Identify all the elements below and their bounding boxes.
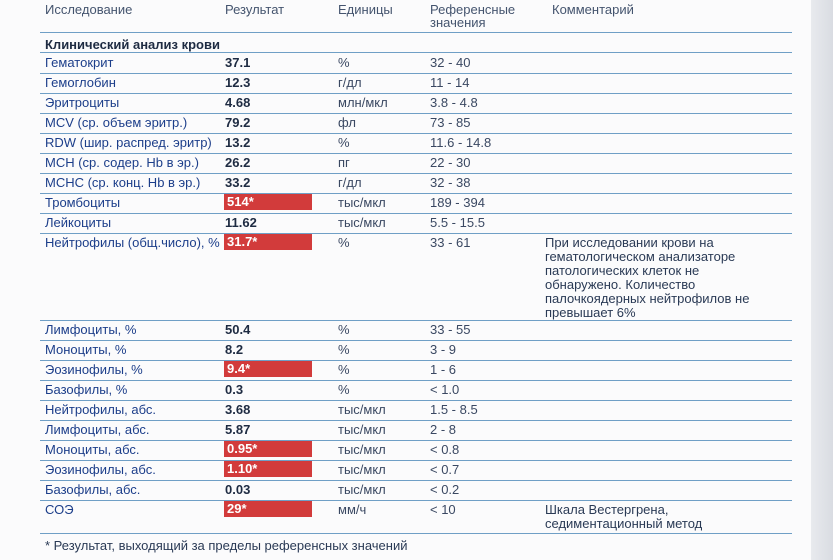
table-row — [0, 440, 800, 460]
header-reference-line2: значения — [430, 15, 486, 30]
table-row — [0, 153, 800, 173]
table-row — [0, 380, 800, 400]
header-units: Единицы — [338, 2, 393, 17]
result-value-flagged: 0.95* — [224, 441, 312, 457]
test-name: Базофилы, % — [45, 382, 128, 397]
comment: При исследовании крови на гематологическом анализаторе патологических клеток не обнаружено. Количество палочкоядерных нейтрофилов не превышает 6% — [545, 235, 750, 320]
table-row — [0, 460, 800, 480]
result-value-flagged: 9.4* — [224, 361, 312, 377]
units: тыс/мкл — [338, 195, 386, 210]
table-row — [0, 233, 800, 320]
units: % — [338, 55, 350, 70]
result-value: 50.4 — [225, 322, 251, 337]
test-name: Гемоглобин — [45, 75, 116, 90]
units: % — [338, 322, 350, 337]
reference-range: 32 - 40 — [430, 55, 471, 70]
reference-range: < 0.8 — [430, 442, 460, 457]
test-name: MCV (ср. объем эритр.) — [45, 115, 188, 130]
units: тыс/мкл — [338, 462, 386, 477]
units: тыс/мкл — [338, 215, 386, 230]
header-reference — [430, 3, 515, 29]
table-row — [0, 53, 800, 73]
result-value: 33.2 — [225, 175, 251, 190]
units: г/дл — [338, 175, 362, 190]
footnote: * Результат, выходящий за пределы референсных значений — [45, 538, 408, 553]
test-name: Нейтрофилы (общ.число), % — [45, 235, 220, 250]
reference-range: 11 - 14 — [430, 75, 470, 90]
result-value: 8.2 — [225, 342, 244, 357]
units: млн/мкл — [338, 95, 388, 110]
reference-range: < 10 — [430, 502, 456, 517]
reference-range: 32 - 38 — [430, 175, 471, 190]
page-edge — [811, 0, 833, 560]
test-name: MCH (ср. содер. Hb в эр.) — [45, 155, 199, 170]
table-row — [0, 213, 800, 233]
test-name: Тромбоциты — [45, 195, 121, 210]
result-value: 5.87 — [225, 422, 251, 437]
reference-range: 1.5 - 8.5 — [430, 402, 478, 417]
units: пг — [338, 155, 350, 170]
result-value: 79.2 — [225, 115, 251, 130]
units: % — [338, 382, 350, 397]
test-name: Моноциты, абс. — [45, 442, 140, 457]
reference-range: 33 - 61 — [430, 235, 471, 250]
test-name: Лимфоциты, % — [45, 322, 137, 337]
table-row — [0, 93, 800, 113]
table-row — [0, 320, 800, 340]
table-row — [0, 500, 800, 533]
table-row — [0, 400, 800, 420]
test-name: Эозинофилы, абс. — [45, 462, 156, 477]
units: фл — [338, 115, 356, 130]
test-name: Нейтрофилы, абс. — [45, 402, 157, 417]
table-row — [0, 133, 800, 153]
test-name: СОЭ — [45, 502, 74, 517]
table-row — [0, 420, 800, 440]
table-row — [0, 173, 800, 193]
reference-range: < 0.2 — [430, 482, 460, 497]
reference-range: 22 - 30 — [430, 155, 471, 170]
units: % — [338, 342, 350, 357]
row-divider — [40, 533, 792, 534]
units: тыс/мкл — [338, 422, 386, 437]
test-name: Лейкоциты — [45, 215, 112, 230]
table-row — [0, 193, 800, 213]
section-title: Клинический анализ крови — [45, 37, 220, 52]
table-row — [0, 73, 800, 93]
result-value-flagged: 1.10* — [224, 461, 312, 477]
result-value: 12.3 — [225, 75, 251, 90]
test-name: RDW (шир. распред. эритр) — [45, 135, 212, 150]
table-row — [0, 480, 800, 500]
units: % — [338, 235, 350, 250]
units: тыс/мкл — [338, 402, 386, 417]
result-value: 37.1 — [225, 55, 251, 70]
reference-range: 11.6 - 14.8 — [430, 135, 492, 150]
reference-range: 1 - 6 — [430, 362, 457, 377]
result-value-flagged: 31.7* — [224, 234, 312, 250]
test-name: MCHC (ср. конц. Hb в эр.) — [45, 175, 201, 190]
reference-range: 73 - 85 — [430, 115, 471, 130]
header-comment: Комментарий — [552, 2, 634, 17]
result-value: 3.68 — [225, 402, 251, 417]
units: г/дл — [338, 75, 362, 90]
reference-range: 189 - 394 — [430, 195, 485, 210]
reference-range: 2 - 8 — [430, 422, 457, 437]
result-value: 0.03 — [225, 482, 251, 497]
table-row — [0, 340, 800, 360]
reference-range: 3.8 - 4.8 — [430, 95, 478, 110]
reference-range: 5.5 - 15.5 — [430, 215, 485, 230]
test-name: Эритроциты — [45, 95, 120, 110]
result-value: 11.62 — [225, 215, 257, 230]
units: % — [338, 362, 350, 377]
table-row — [0, 113, 800, 133]
reference-range: < 0.7 — [430, 462, 460, 477]
header-reference-line1: Референсные — [430, 2, 516, 17]
test-name: Базофилы, абс. — [45, 482, 141, 497]
table-row — [0, 360, 800, 380]
units: % — [338, 135, 350, 150]
result-value: 0.3 — [225, 382, 244, 397]
test-name: Лимфоциты, абс. — [45, 422, 150, 437]
test-name: Гематокрит — [45, 55, 114, 70]
result-value: 4.68 — [225, 95, 251, 110]
units: тыс/мкл — [338, 482, 386, 497]
reference-range: < 1.0 — [430, 382, 460, 397]
reference-range: 33 - 55 — [430, 322, 471, 337]
result-value: 26.2 — [225, 155, 251, 170]
test-name: Моноциты, % — [45, 342, 127, 357]
result-value-flagged: 514* — [224, 194, 312, 210]
units: мм/ч — [338, 502, 367, 517]
result-value: 13.2 — [225, 135, 251, 150]
header-test: Исследование — [45, 2, 133, 17]
result-value-flagged: 29* — [224, 501, 312, 517]
header-result: Результат — [225, 2, 285, 17]
test-name: Эозинофилы, % — [45, 362, 143, 377]
units: тыс/мкл — [338, 442, 386, 457]
comment: Шкала Вестергрена, седиментационный метод — [545, 502, 703, 531]
reference-range: 3 - 9 — [430, 342, 457, 357]
header-divider — [40, 32, 792, 33]
